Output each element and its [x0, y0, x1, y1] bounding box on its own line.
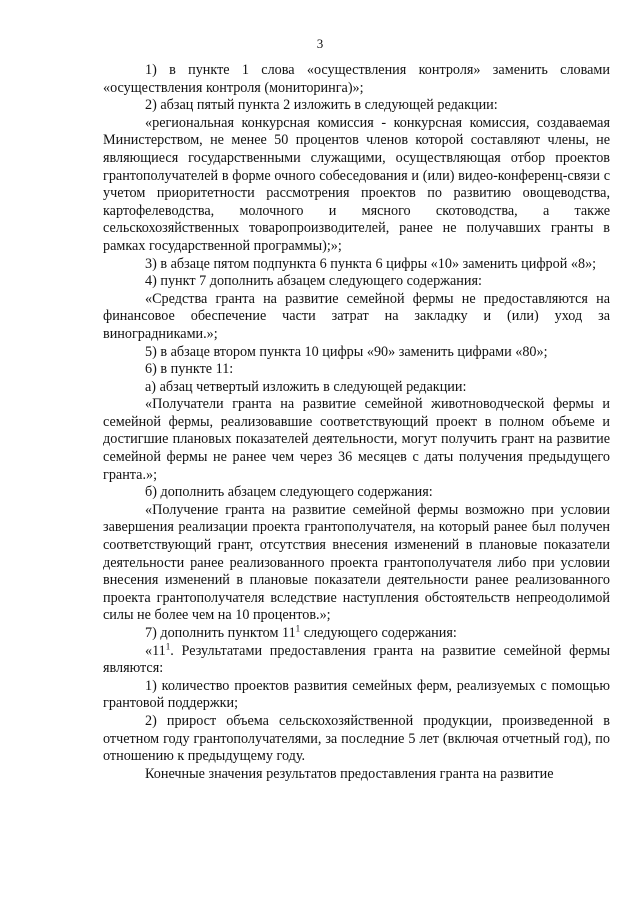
paragraph-quote-vineyards: «Средства гранта на развитие семейной фермы не предоставляются на финансовое обеспечение части затрат на закладку и (или) уход за виноградниками.»;: [103, 290, 610, 342]
paragraph-quote-results: [103, 640, 610, 678]
paragraph-item-2: 2) абзац пятый пункта 2 изложить в следующей редакции:: [145, 97, 498, 114]
paragraph-quote-commission: «региональная конкурсная комиссия - конкурсная комиссия, создаваемая Министерством, не менее 50 процентов членов которой составляют члены, не являющиеся государственными служащими, осуществляющая отбор проектов грантополучателей в форме очного собеседования и (или) видео-конференц-связи с учетом приоритетности рассмотрения проектов по развитию овощеводства, картофелеводства, молочного и мясного скотоводства, а также сельскохозяйственных товаропроизводителей, ранее не получавших гранты в рамках государственной программы);»;: [103, 114, 610, 254]
item-7-superscript: 1: [295, 623, 301, 634]
paragraph-item-6a: а) абзац четвертый изложить в следующей редакции:: [145, 378, 467, 395]
paragraph-item-6b: б) дополнить абзацем следующего содержания:: [145, 484, 433, 501]
paragraph-result-2: 2) прирост объема сельскохозяйственной продукции, произведенной в отчетном году грантополучателями, за последние 5 лет (включая отчетный год), по отношению к предыдущему году.: [103, 712, 610, 765]
page-number: 3: [316, 36, 324, 51]
paragraph-item-1: 1) в пункте 1 слова «осуществления контроля» заменить словами «осуществления контроля (мониторинга)»;: [103, 62, 610, 96]
paragraph-final: Конечные значения результатов предоставления гранта на развитие: [145, 765, 554, 782]
paragraph-result-1: 1) количество проектов развития семейных ферм, реализуемых с помощью грантовой поддержки;: [103, 677, 610, 712]
paragraph-item-5: 5) в абзаце втором пункта 10 цифры «90» заменить цифрами «80»;: [145, 343, 548, 360]
paragraph-item-7: [103, 625, 610, 643]
paragraph-item-4: 4) пункт 7 дополнить абзацем следующего содержания:: [145, 273, 482, 290]
paragraph-item-6: 6) в пункте 11:: [145, 361, 234, 378]
quote-results-superscript: 1: [165, 640, 171, 651]
item-7-text-after: следующего содержания:: [300, 625, 457, 641]
quote-results-text-after: . Результатами предоставления гранта на развитие семейной фермы являются:: [103, 642, 610, 677]
paragraph-quote-conditions: «Получение гранта на развитие семейной фермы возможно при условии завершения реализации проекта грантополучателя, на который ранее был получен соответствующий грант, отсутствия внесения изменений в плановые показатели деятельности ранее реализованного проекта грантополучателя либо при условии внесения изменений в плановые показатели деятельности ранее реализованного проекта грантополучателя вследствие наступления обстоятельств непреодолимой силы не более чем на 10 процентов.»;: [103, 501, 610, 624]
paragraph-item-3: 3) в абзаце пятом подпункта 6 пункта 6 цифры «10» заменить цифрой «8»;: [145, 255, 597, 272]
paragraph-quote-recipients: «Получатели гранта на развитие семейной животноводческой фермы и семейной фермы, реализовавшие соответствующий проект в полном объеме и достигшие плановых показателей деятельности, могут получить грант на развитие семейной фермы не ранее чем через 36 месяцев с даты получения предыдущего гранта.»;: [103, 396, 610, 483]
document-body: [103, 62, 610, 783]
quote-results-text-before: «11: [145, 642, 166, 659]
item-7-text-before: 7) дополнить пунктом 11: [145, 625, 296, 641]
